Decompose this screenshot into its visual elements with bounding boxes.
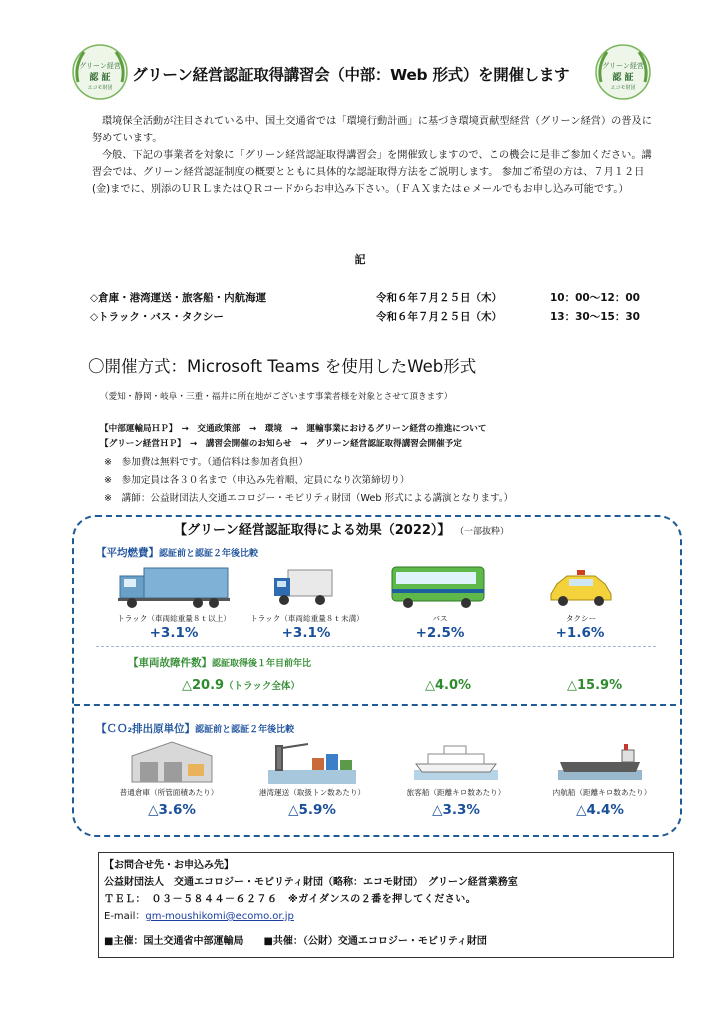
bus-picture bbox=[390, 563, 486, 613]
method-title: 〇開催方式：Microsoft Teams を使用したWeb形式 bbox=[88, 357, 477, 376]
logo-bottom-text: エコモ財団 bbox=[610, 85, 636, 91]
intro-paragraph-1: 環境保全活動が注目されている中、国土交通省では「環境行動計画」に基づき環境貢献型経営（グリーン経営）の普及に努めています。 bbox=[92, 116, 652, 144]
fuel-heading-sub: 認証前と認証２年後比較 bbox=[159, 549, 259, 559]
link-green-keiei[interactable]: 【グリーン経営ＨＰ】 → 講習会開催のお知らせ → グリーン経営認証取得講習会開催予定 bbox=[100, 439, 462, 449]
contact-email-label: E-mail： bbox=[104, 911, 146, 922]
failure-heading-label: 【車両故障件数】 bbox=[128, 657, 212, 669]
schedule-time-1: 10：00～12：00 bbox=[550, 292, 640, 304]
large-truck-picture bbox=[118, 562, 230, 614]
failure-value-truck bbox=[182, 678, 300, 693]
port-picture bbox=[268, 736, 356, 788]
co2-value-1: △3.6% bbox=[148, 802, 196, 818]
page-title: グリーン経営認証取得講習会（中部：Web 形式）を開催します bbox=[132, 66, 570, 84]
failure-value-taxi: △15.9% bbox=[567, 678, 623, 693]
coastal-ship-picture bbox=[558, 742, 642, 784]
co2-value-3: △3.3% bbox=[432, 802, 480, 818]
intro-text bbox=[92, 113, 660, 198]
schedule-time-2: 13：30～15：30 bbox=[550, 311, 640, 323]
co2-separator bbox=[74, 704, 676, 706]
fuel-value-1: +3.1% bbox=[149, 625, 199, 641]
fuel-label-3: バス bbox=[432, 614, 448, 623]
fuel-value-2: +3.1% bbox=[281, 625, 331, 641]
effects-title bbox=[170, 519, 513, 538]
logo-bottom-text: エコモ財団 bbox=[87, 85, 113, 91]
co2-heading-label: 【ＣＯ₂排出原単位】 bbox=[96, 723, 196, 735]
green-certification-logo-right bbox=[593, 42, 653, 106]
schedule-target-2: ◇トラック・バス・タクシー bbox=[90, 311, 224, 323]
failure-value-1-note: （トラック全体） bbox=[224, 681, 300, 692]
note-lecturer: ※ 講師：公益財団法人交通エコロジー・モビリティ財団（Web 形式による講演となります。） bbox=[104, 493, 514, 504]
method-note: （愛知・静岡・岐阜・三重・福井に所在地がございます事業者様を対象とさせて頂きます） bbox=[100, 392, 453, 402]
co2-label-4: 内航船（距離キロ数あたり） bbox=[552, 788, 652, 797]
failure-heading-sub: 認証取得後１年目前年比 bbox=[212, 659, 312, 669]
co2-label-1: 普通倉庫（所管面積あたり） bbox=[119, 788, 219, 797]
fuel-label-1: トラック（車両総重量８ｔ以上） bbox=[117, 614, 231, 623]
logo-main-text: 認 証 bbox=[89, 73, 111, 83]
co2-heading-sub: 認証前と認証２年後比較 bbox=[195, 725, 295, 735]
fuel-separator bbox=[96, 646, 656, 647]
contact-sponsor: ■主催：国土交通省中部運輸局 ■共催：（公財）交通エコロジー・モビリティ財団 bbox=[104, 936, 487, 947]
logo-top-text: グリーン経営 bbox=[79, 62, 121, 70]
effects-subtitle: （一部抜粋） bbox=[454, 527, 509, 537]
fuel-heading-label: 【平均燃費】 bbox=[96, 547, 159, 559]
schedule-date-1: 令和６年７月２５日（木） bbox=[376, 292, 502, 304]
passenger-ship-picture bbox=[414, 742, 498, 784]
failure-value-1: △20.9 bbox=[182, 678, 225, 693]
co2-label-3: 旅客船（距離キロ数あたり） bbox=[406, 788, 506, 797]
link-chubu[interactable]: 【中部運輸局ＨＰ】 → 交通政策部 → 環境 → 運輸事業におけるグリーン経営の推進について bbox=[100, 424, 487, 434]
contact-title: 【お問合せ先・お申込み先】 bbox=[104, 860, 234, 871]
schedule-target-1: ◇倉庫・港湾運送・旅客船・内航海運 bbox=[90, 292, 267, 304]
small-truck-picture bbox=[272, 566, 334, 612]
ki-heading: 記 bbox=[354, 253, 366, 266]
intro-paragraph-2: 今般、下記の事業者を対象に「グリーン経営認証取得講習会」を開催致しますので、この機会に是非ご参加ください。講習会では、グリーン経営認証制度の概要とともに具体的な認証取得方法をご説明します。 参加ご希望の方は、７月１２日(金)までに、別添のＵＲＬまたはＱＲコードからお申込み下さい。（ＦＡＸまたはｅメールでもお申し込み可能です。） bbox=[92, 150, 652, 195]
contact-org: 公益財団法人 交通エコロジー・モビリティ財団（略称：エコモ財団） グリーン経営業務室 bbox=[104, 877, 518, 888]
fuel-value-4: +1.6% bbox=[555, 625, 605, 641]
co2-heading bbox=[96, 721, 294, 736]
effects-title-text: 【グリーン経営認証取得による効果（2022）】 bbox=[174, 523, 451, 538]
taxi-picture bbox=[549, 568, 613, 612]
contact-tel: ＴＥＬ： ０３－５８４４－６２７６ ※ガイダンスの２番を押してください。 bbox=[104, 894, 477, 905]
green-certification-logo-left bbox=[70, 42, 130, 106]
fuel-value-3: +2.5% bbox=[415, 625, 465, 641]
logo-main-text: 認 証 bbox=[612, 73, 634, 83]
fuel-heading bbox=[96, 545, 258, 560]
co2-label-2: 港湾運送（取扱トン数あたり） bbox=[258, 788, 366, 797]
failure-heading bbox=[128, 655, 311, 670]
logo-top-text: グリーン経営 bbox=[602, 62, 644, 70]
contact-email-link[interactable]: gm-moushikomi@ecomo.or.jp bbox=[145, 911, 294, 922]
warehouse-picture bbox=[130, 738, 214, 788]
co2-value-4: △4.4% bbox=[576, 802, 624, 818]
contact-email-line bbox=[104, 907, 294, 922]
co2-value-2: △5.9% bbox=[288, 802, 336, 818]
fuel-label-4: タクシー bbox=[565, 614, 597, 623]
fuel-label-2: トラック（車両総重量８ｔ未満） bbox=[250, 614, 364, 623]
failure-value-bus: △4.0% bbox=[425, 678, 472, 693]
note-fee: ※ 参加費は無料です。（通信料は参加者負担） bbox=[104, 457, 308, 468]
note-capacity: ※ 参加定員は各３０名まで（申込み先着順、定員になり次第締切り） bbox=[104, 475, 410, 486]
schedule-date-2: 令和６年７月２５日（木） bbox=[376, 311, 502, 323]
